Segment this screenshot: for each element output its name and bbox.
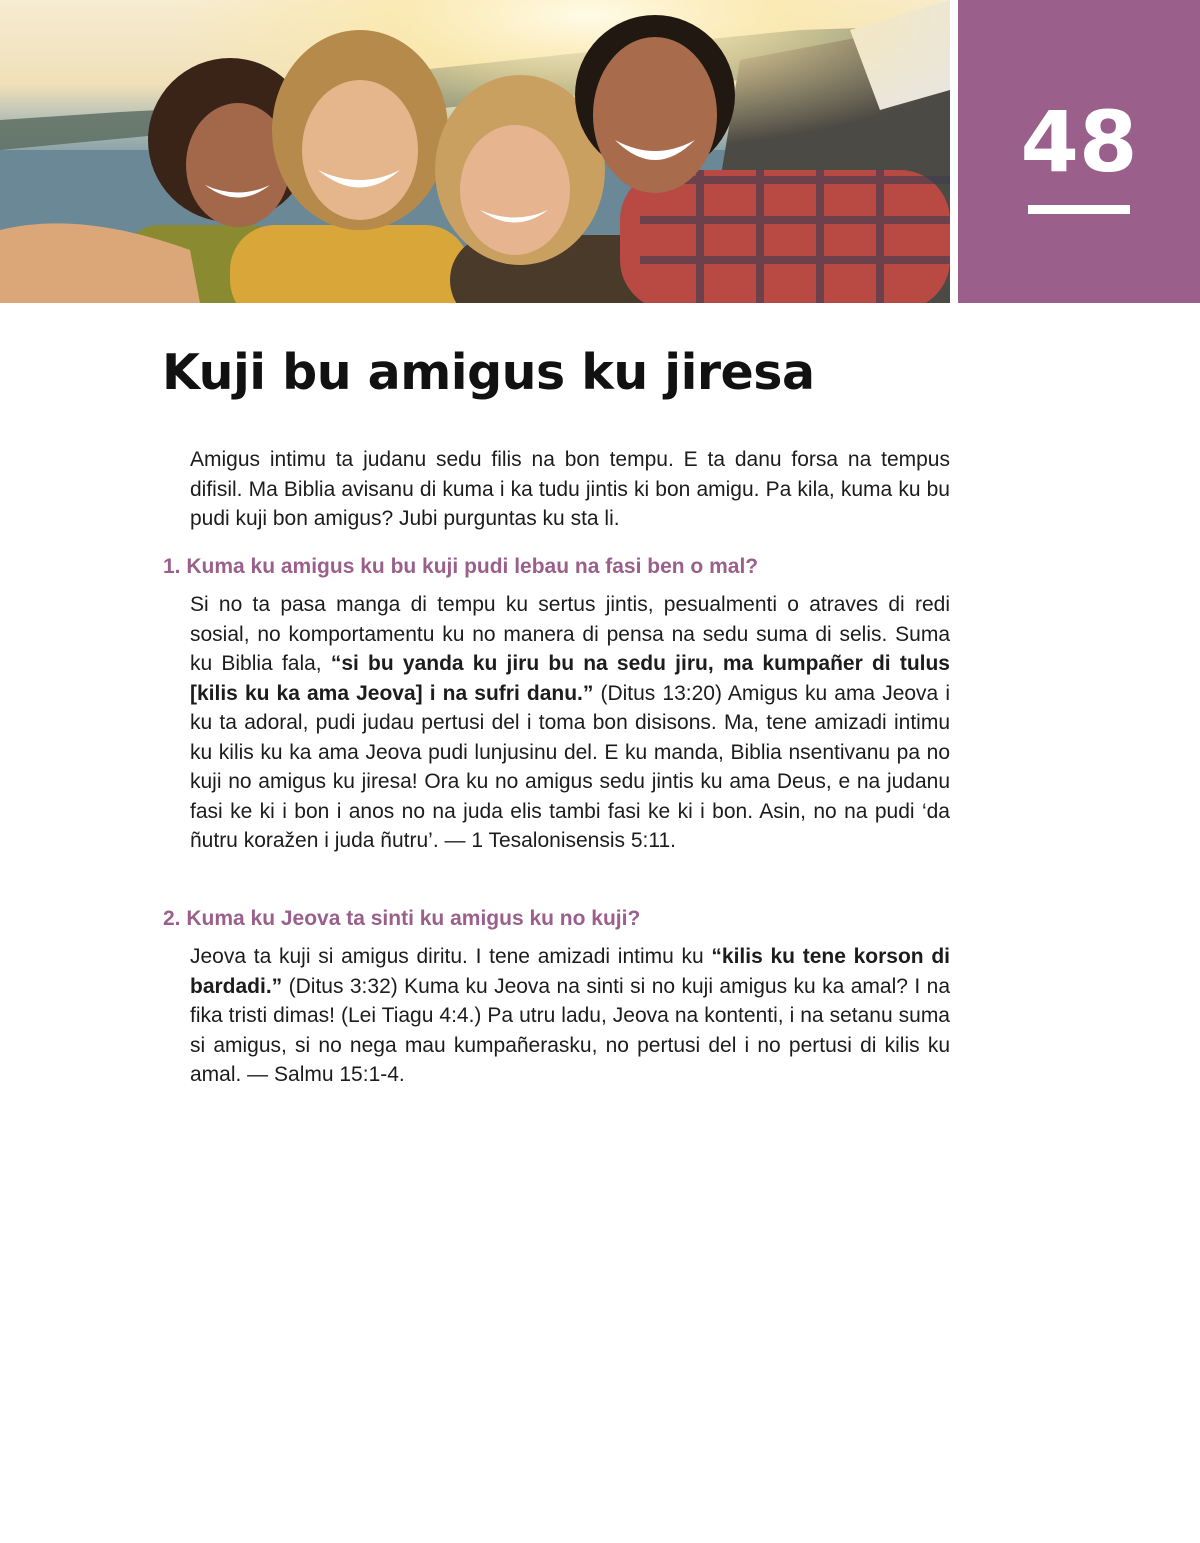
answer-1-paragraph bbox=[190, 590, 950, 856]
lesson-number-underline bbox=[1028, 205, 1130, 214]
answer-2-quote: “kilis ku tene korson di bardadi.” bbox=[190, 945, 951, 998]
header-photo bbox=[0, 0, 950, 303]
page-title: Kuji bu amigus ku jiresa bbox=[162, 344, 815, 401]
question-2: 2. Kuma ku Jeova ta sinti ku amigus ku no kuji? bbox=[163, 907, 641, 930]
answer-1-quote: “si bu yanda ku jiru bu na sedu jiru, ma kumpañer di tulus [kilis ku ka ama Jeova] i na sufri danu.” bbox=[190, 652, 950, 705]
selfie-friends-photo bbox=[0, 0, 950, 303]
answer-2-paragraph bbox=[190, 942, 950, 1090]
answer-2-text-start: Jeova ta kuji si amigus diritu. I tene amizadi intimu ku bbox=[190, 945, 712, 968]
lesson-number: 48 bbox=[1020, 93, 1138, 191]
answer-1-text-end: (Ditus 13:20) Amigus ku ama Jeova i ku ta adoral, pudi judau pertusi del i toma bon disisons. Ma, tene amizadi intimu ku kilis ku ka ama Jeova pudi lunjusinu del. E ku manda, Biblia nsentivanu pa no kuji no amigus ku jiresa! Ora ku no amigus sedu jintis ku ama Deus, e na judanu fasi ke ki i bon i anos no na juda elis tambi fasi ke ki i bon. Asin, no na pudi ‘da ñutru koražen i juda ñutru’. — 1 Tesalonisensis 5:11. bbox=[190, 681, 950, 852]
intro-paragraph: Amigus intimu ta judanu sedu filis na bon tempu. E ta danu forsa na tempus difisil. Ma Biblia avisanu di kuma i ka tudu jintis ki bon amigu. Pa kila, kuma ku bu pudi kuji bon amigus? Jubi purguntas ku sta li. bbox=[190, 448, 950, 530]
answer-2-text-end: (Ditus 3:32) Kuma ku Jeova na sinti si no kuji amigus ku ka amal? I na fika tristi dimas! (Lei Tiagu 4:4.) Pa utru ladu, Jeova na kontenti, i na setanu suma si amigus, si no nega mau kumpañerasku, no pertusi del i no pertusi di kilis ku amal. — Salmu 15:1-4. bbox=[190, 974, 950, 1086]
question-1: 1. Kuma ku amigus ku bu kuji pudi lebau na fasi ben o mal? bbox=[163, 555, 759, 578]
answer-1-text-start: Si no ta pasa manga di tempu ku sertus jintis, pesualmenti o atraves di redi sosial, no komportamentu ku no manera di pensa na sedu suma di selis. Suma ku Biblia fala, bbox=[190, 593, 950, 675]
lesson-number-tab bbox=[958, 0, 1200, 303]
